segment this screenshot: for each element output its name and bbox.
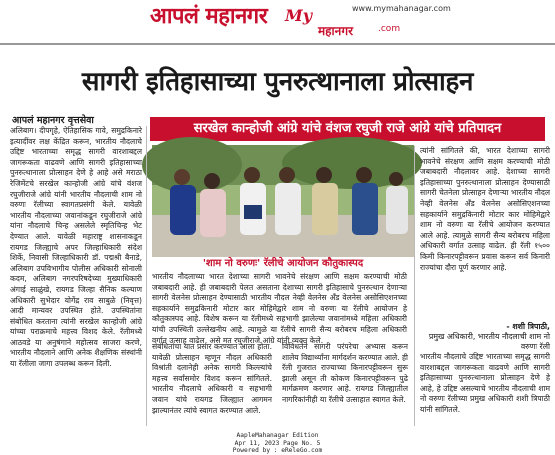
article-column-right-2: भारतीय नौदलाचे उद्दिष्ट भारताच्या समृद्ध सागरी वारशाबद्दल जागरूकता वाढवणे आणि सागरी इतिहासाच्या पुनरुत्थानाला प्रोत्साहन देणे हे आहे, हे उद्दिष्ट असल्याचे भारतीय नौदलाची शाम नो वरुणः रॅलीच्या प्रमुख अधिकारी शशी त्रिपाठी यांनी सांगितले. (420, 352, 550, 414)
photo-caption: 'शाम नो वरुणः' रॅलीचे आयोजन कौतुकास्पद (152, 257, 414, 270)
signature-role: प्रमुख अधिकारी, भारतीय नौदलाची शाम नो वरुणः रॅली (428, 332, 550, 351)
signature-block (420, 322, 550, 352)
article-column-bottom-2: विविधतेने सागरी परंपरेचा अभ्यास करून शालेय विद्यार्थ्यांना मार्गदर्शन करण्यात आले. ही रॅली गुजरात राज्याच्या किनारपट्टीवरून सुरू झाली असून ती कोकण किनारपट्टीवरून पुढे मार्गक्रमण करणार आहे. रायगड जिल्ह्यातील नागरिकांनीही या रॅलीचे उत्साहात स्वागत केले. (282, 342, 408, 404)
article-column-bottom-1: संबंधितांचा यात प्रसार करण्यात आला होता. यावेळी प्रोत्साहन म्हणून नौदल अधिकारी विश्रांती दलानेही अनेक सागरी किल्ल्यांचे महत्त्व सर्वांसमोर विशद करून सांगितले. भारतीय नौदलाचे अधिकारी व सहभागी जवान यांचे रायगड जिल्ह्यात आगमन झाल्यानंतर त्यांचे स्वागत करण्यात आले. (152, 342, 272, 415)
masthead (0, 0, 555, 40)
signature-name: - शशी त्रिपाठी, (506, 322, 550, 331)
column-divider (414, 146, 415, 426)
masthead-url: www.mymahanagar.com (352, 4, 451, 13)
article-byline: आपलं महानगर वृत्तसेवा (12, 115, 94, 126)
masthead-my-logo: My (285, 6, 313, 25)
article-column-right: त्यांनी सांगितले की, भारत देशाच्या सागरी भावनेचे संरक्षण आणि सक्षम करण्याची मोठी जबाबदारी नौदलावर आहे. देशाच्या सागरी इतिहासाच्या पुनरुत्थानाला प्रोत्साहन देण्यासाठी सागरी चेतनेला प्रोत्साहन देणाऱ्या भारतीय नौदल नेव्ही वेलनेस अँड वेलनेस असोसिएशनच्या सहकार्याने समुद्रकिनारी मोटार कार मोहिमेद्वारे शाम नो वरुणः या रॅलीचे आयोजन करण्यात आले आहे. त्यामुळे सागरी सैन्य बरोबरच महिला अधिकारी वर्गात उत्साह वाढेल. ही रॅली १५०० किमी किनारपट्टीवरून प्रवास करून सर्व किनारी राज्यांचा दौरा पूर्ण करणार आहे. (420, 146, 550, 272)
masthead-title: आपलं महानगर (150, 4, 268, 29)
footer-powered-by: Powered by : eReleGo.com (232, 447, 323, 454)
footer-date-page: Apr 11, 2023 Page No. 5 (234, 439, 321, 447)
masthead-dotcom: .com (378, 24, 401, 34)
article-column-middle: भारतीय नौदलाच्या भारत देशाच्या सागरी भावनेचे संरक्षण आणि सक्षम करण्याची मोठी जबाबदारी आहे. ही जबाबदारी पेलत असताना देशाच्या सागरी इतिहासाचे पुनरुत्थान देणाऱ्या सागरी वेलनेस प्रोत्साहन देण्यासाठी भारतीय नौदल नेव्ही वेलनेस अँड वेलनेस असोसिएशनच्या सहकार्याने समुद्रकिनारी मोटार कार मोहिमेद्वारे शाम नो वरुणः या रॅलीचे आयोजन हे कौतुकास्पद आहे. विशेष करून या रॅलीमध्ये सहभागी झालेल्या जवानांमध्ये महिला अधिकारी यांची उपस्थिती उल्लेखनीय आहे. त्यामुळे या रॅलीचे सागरी सैन्य बरोबरच महिला अधिकारी वर्गात उत्साह वाढेल, असे मत रघुजीराजे आंग्रे यांनी व्यक्त केले. (152, 272, 407, 345)
article-photo (152, 145, 414, 257)
article-subheadline: सरखेल कान्होजी आंग्रे यांचे वंशज रघुजी राजे आंग्रे यांचे प्रतिपादन (150, 117, 545, 141)
page-footer (200, 432, 355, 455)
article-headline: सागरी इतिहासाच्या पुनरुत्थानाला प्रोत्साहन (81, 67, 474, 97)
masthead-sub-logo: महानगर (318, 24, 353, 38)
footer-edition: AapleMahanagar Edition (236, 432, 319, 439)
column-divider (146, 126, 147, 426)
photo-illustration (152, 145, 414, 257)
article-column-left: अलिबाग। दीपगृहे, ऐतिहासिक गावे, समुद्रकिनारे इत्यादींवर लक्ष केंद्रित करून, भारतीय नौदलाचे उद्दिष्ट भारताच्या समृद्ध सागरी वारशाबद्दल जागरूकता वाढवणे आणि सागरी इतिहासाच्या पुनरुत्थानाला प्रोत्साहन देणे हे आहे असे मराठा रेजिमेंटचे सरखेल कान्होजी आंग्रे यांचे वंशज रघुजीराजे आंग्रे यांनी भारतीय नौदलाची शाम नो वरुणः रॅलीच्या स्वागतप्रसंगी केले. यावेळी भारतीय नौदलाच्या जवानांकडून रघुजीराजे आंग्रे यांना नौदलाचे चिन्ह असलेले स्मृतिचिन्ह भेट देण्यात आले. यावेळी महाराष्ट्र शासनाकडून रायगड जिल्ह्याचे अपर जिल्हाधिकारी संदेश शिर्के, निवासी जिल्हाधिकारी डॉ. पद्मश्री बैनाडे, अलिबाग उपविभागीय पोलीस अधिकारी सोनाली कदम, अलिबाग नगरपरिषदेच्या मुख्याधिकारी अंगाई साळुंखे, रायगड जिल्हा सैनिक कल्याण अधिकारी सुभेदार योगेंद्र राव साबुळे (निवृत्त) आदी मान्यवर उपस्थित होते. उपस्थितांना संबोधित करताना त्यांनी सरखेल कान्होजी आंग्रे यांच्या पराक्रमाचे महत्त्व विशद केले. रॅलीमध्ये आठवडे या अनुषंगाने महोत्सव साजरा करणे, भारतीय नौदलाने आणि अनेक शैक्षणिक संस्थांनी या रॅलीला जागा उपलब्ध करून दिली. (10, 126, 142, 369)
masthead-divider (0, 43, 555, 45)
